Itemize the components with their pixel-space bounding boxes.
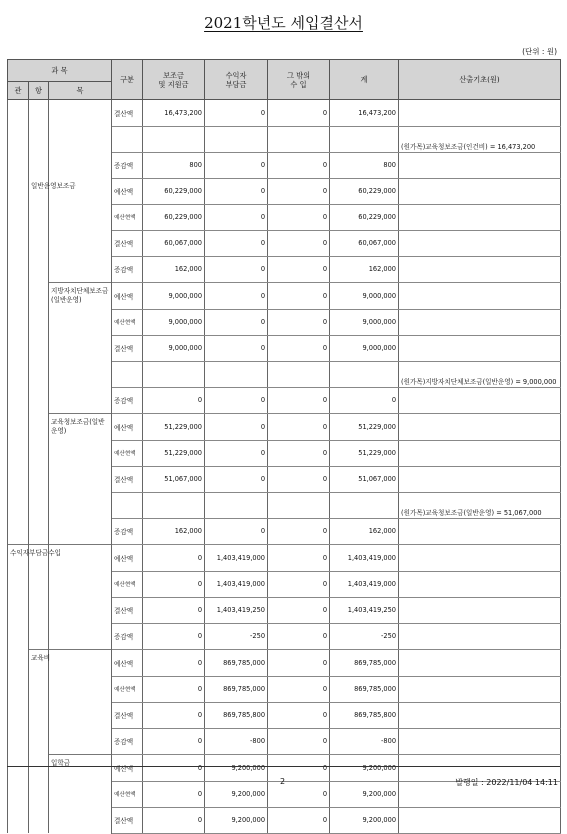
subsidy-cell: 60,067,000 <box>143 230 205 256</box>
gubun-cell: 증감액 <box>112 387 143 414</box>
total-cell: 9,200,000 <box>330 807 399 833</box>
subsidy-cell: 0 <box>143 702 205 728</box>
table-row <box>8 492 561 518</box>
gubun-cell: 결산액 <box>112 597 143 623</box>
issue-date: 발행일 : 2022/11/04 14:11 <box>455 778 558 787</box>
other-income-cell: 0 <box>268 466 330 492</box>
gubun-cell: 증감액 <box>112 728 143 755</box>
beneficiary-cell: 0 <box>205 178 268 204</box>
beneficiary-cell: 0 <box>205 440 268 466</box>
gubun-cell: 예산액 <box>112 755 143 782</box>
footer-divider <box>7 766 560 767</box>
basis-cell: (원가목)지방자치단체보조금(일반운영) = 9,000,000 <box>399 361 561 387</box>
document-title: 2021학년도 세입결산서 <box>204 14 363 32</box>
gubun-cell: 예산액 <box>112 283 143 310</box>
total-cell: 162,000 <box>330 256 399 283</box>
table-row <box>8 204 561 230</box>
beneficiary-cell: 1,403,419,000 <box>205 571 268 597</box>
header-gwan: 관 <box>8 82 29 100</box>
other-income-cell: 0 <box>268 545 330 572</box>
table-row <box>8 230 561 256</box>
gubun-cell: 예산현액 <box>112 204 143 230</box>
total-cell: 869,785,000 <box>330 676 399 702</box>
gubun-cell: 예산액 <box>112 545 143 572</box>
header-beneficiary: 수익자 부담금 <box>205 60 268 100</box>
beneficiary-cell: 0 <box>205 335 268 361</box>
total-cell: 9,200,000 <box>330 781 399 807</box>
beneficiary-cell: 0 <box>205 466 268 492</box>
other-income-cell: 0 <box>268 518 330 545</box>
mok-cell <box>49 100 112 127</box>
subsidy-cell: 60,229,000 <box>143 178 205 204</box>
gubun-cell: 예산액 <box>112 650 143 677</box>
subsidy-cell: 0 <box>143 571 205 597</box>
subsidy-cell: 51,229,000 <box>143 440 205 466</box>
other-income-cell: 0 <box>268 676 330 702</box>
subsidy-cell: 0 <box>143 728 205 755</box>
table-row <box>8 361 561 387</box>
beneficiary-cell: 1,403,419,000 <box>205 545 268 572</box>
other-income-cell: 0 <box>268 178 330 204</box>
subsidy-cell: 51,067,000 <box>143 466 205 492</box>
table-row <box>8 414 561 441</box>
beneficiary-cell: 0 <box>205 230 268 256</box>
total-cell: 51,229,000 <box>330 414 399 441</box>
gubun-cell: 결산액 <box>112 230 143 256</box>
unit-label: (단위 : 원) <box>522 47 557 56</box>
other-income-cell: 0 <box>268 781 330 807</box>
table-row <box>8 545 561 572</box>
gubun-cell: 예산현액 <box>112 781 143 807</box>
total-cell: -250 <box>330 623 399 650</box>
header-mok: 목 <box>49 82 112 100</box>
table-row <box>8 256 561 283</box>
gubun-cell: 증감액 <box>112 518 143 545</box>
mok-cell: 지방자치단체보조금(일반운영) <box>49 283 112 310</box>
subsidy-cell: 9,000,000 <box>143 335 205 361</box>
basis-cell <box>399 100 561 127</box>
beneficiary-cell: -250 <box>205 623 268 650</box>
subsidy-cell: 16,473,200 <box>143 100 205 127</box>
total-cell: 60,229,000 <box>330 204 399 230</box>
table-row <box>8 283 561 310</box>
total-cell: 16,473,200 <box>330 100 399 127</box>
subsidy-cell: 0 <box>143 807 205 833</box>
other-income-cell: 0 <box>268 728 330 755</box>
revenue-settlement-table <box>7 59 561 834</box>
table-row <box>8 152 561 178</box>
other-income-cell: 0 <box>268 283 330 310</box>
subsidy-cell: 9,000,000 <box>143 283 205 310</box>
total-cell: 869,785,000 <box>330 650 399 677</box>
total-cell: 9,200,000 <box>330 755 399 782</box>
other-income-cell: 0 <box>268 204 330 230</box>
hang-cell <box>29 650 49 677</box>
header-gwamok: 과 목 <box>8 60 112 82</box>
table-row <box>8 466 561 492</box>
subsidy-cell: 0 <box>143 545 205 572</box>
table-row <box>8 518 561 545</box>
total-cell: 51,067,000 <box>330 466 399 492</box>
gubun-cell: 예산현액 <box>112 440 143 466</box>
beneficiary-cell: -800 <box>205 728 268 755</box>
table-row <box>8 571 561 597</box>
table-row <box>8 623 561 650</box>
other-income-cell: 0 <box>268 623 330 650</box>
subsidy-cell: 0 <box>143 387 205 414</box>
other-income-cell: 0 <box>268 440 330 466</box>
other-income-cell: 0 <box>268 807 330 833</box>
hang-cell <box>29 100 49 127</box>
total-cell: 9,000,000 <box>330 335 399 361</box>
gubun-cell: 증감액 <box>112 152 143 178</box>
header-gubun: 구분 <box>112 60 143 100</box>
table-row <box>8 126 561 152</box>
total-cell: 51,229,000 <box>330 440 399 466</box>
subsidy-cell: 0 <box>143 676 205 702</box>
beneficiary-cell: 869,785,000 <box>205 650 268 677</box>
gubun-cell: 결산액 <box>112 100 143 127</box>
other-income-cell: 0 <box>268 309 330 335</box>
total-cell: 9,000,000 <box>330 309 399 335</box>
table-row <box>8 440 561 466</box>
subsidy-cell: 60,229,000 <box>143 204 205 230</box>
total-cell: 9,000,000 <box>330 283 399 310</box>
beneficiary-cell: 0 <box>205 204 268 230</box>
beneficiary-cell: 9,200,000 <box>205 755 268 782</box>
total-cell: 0 <box>330 387 399 414</box>
total-cell: -800 <box>330 728 399 755</box>
gwan-cell <box>8 545 61 572</box>
subsidy-cell: 0 <box>143 623 205 650</box>
beneficiary-cell: 869,785,000 <box>205 676 268 702</box>
table-row <box>8 807 561 833</box>
other-income-cell: 0 <box>268 597 330 623</box>
other-income-cell: 0 <box>268 100 330 127</box>
gubun-cell: 증감액 <box>112 256 143 283</box>
beneficiary-cell: 0 <box>205 414 268 441</box>
table-row <box>8 597 561 623</box>
gubun-cell: 예산현액 <box>112 676 143 702</box>
other-income-cell: 0 <box>268 387 330 414</box>
beneficiary-cell: 0 <box>205 283 268 310</box>
other-income-cell: 0 <box>268 335 330 361</box>
table-row <box>8 702 561 728</box>
subsidy-cell: 162,000 <box>143 256 205 283</box>
header-basis: 산출기초(원) <box>399 60 561 100</box>
subsidy-cell: 0 <box>143 650 205 677</box>
other-income-cell: 0 <box>268 256 330 283</box>
subsidy-cell: 0 <box>143 755 205 782</box>
beneficiary-cell: 0 <box>205 387 268 414</box>
gubun-cell: 결산액 <box>112 702 143 728</box>
mok-cell: 입학금 <box>49 755 112 782</box>
gubun-cell: 결산액 <box>112 335 143 361</box>
table-row <box>8 650 561 677</box>
gubun-cell: 결산액 <box>112 807 143 833</box>
total-cell: 162,000 <box>330 518 399 545</box>
total-cell: 1,403,419,250 <box>330 597 399 623</box>
other-income-cell: 0 <box>268 650 330 677</box>
page-number: 2 <box>280 777 286 786</box>
gubun-cell: 결산액 <box>112 466 143 492</box>
basis-cell: (원가목)교육청보조금(일반운영) = 51,067,000 <box>399 492 561 518</box>
subsidy-cell: 9,000,000 <box>143 309 205 335</box>
total-cell: 800 <box>330 152 399 178</box>
beneficiary-cell: 0 <box>205 100 268 127</box>
other-income-cell: 0 <box>268 414 330 441</box>
other-income-cell: 0 <box>268 230 330 256</box>
other-income-cell: 0 <box>268 152 330 178</box>
hang-label: 일반운영보조금 <box>31 182 76 190</box>
beneficiary-cell: 1,403,419,250 <box>205 597 268 623</box>
hang-cell <box>29 178 76 204</box>
table-row <box>8 309 561 335</box>
gubun-cell: 예산액 <box>112 414 143 441</box>
beneficiary-cell: 0 <box>205 152 268 178</box>
gwan-label: 수익자부담금수입 <box>10 549 61 557</box>
other-income-cell: 0 <box>268 755 330 782</box>
total-cell: 60,067,000 <box>330 230 399 256</box>
subsidy-cell: 51,229,000 <box>143 414 205 441</box>
table-row <box>8 676 561 702</box>
subsidy-cell: 0 <box>143 781 205 807</box>
subsidy-cell: 0 <box>143 597 205 623</box>
header-total: 계 <box>330 60 399 100</box>
total-cell: 1,403,419,000 <box>330 545 399 572</box>
header-subsidy: 보조금 및 지원금 <box>143 60 205 100</box>
header-hang: 항 <box>29 82 49 100</box>
gubun-cell: 예산현액 <box>112 571 143 597</box>
other-income-cell: 0 <box>268 571 330 597</box>
beneficiary-cell: 869,785,800 <box>205 702 268 728</box>
beneficiary-cell: 9,200,000 <box>205 807 268 833</box>
mok-cell: 교육청보조금(일반운영) <box>49 414 112 441</box>
other-income-cell: 0 <box>268 702 330 728</box>
subsidy-cell: 800 <box>143 152 205 178</box>
total-cell: 869,785,800 <box>330 702 399 728</box>
gubun-cell: 예산액 <box>112 178 143 204</box>
table-row <box>8 387 561 414</box>
gubun-cell: 증감액 <box>112 623 143 650</box>
header-other-income: 그 밖의 수 입 <box>268 60 330 100</box>
total-cell: 1,403,419,000 <box>330 571 399 597</box>
beneficiary-cell: 0 <box>205 518 268 545</box>
table-row <box>8 335 561 361</box>
gwan-cell <box>8 100 29 127</box>
table-row <box>8 728 561 755</box>
beneficiary-cell: 9,200,000 <box>205 781 268 807</box>
table-row <box>8 100 561 127</box>
table-row <box>8 178 561 204</box>
beneficiary-cell: 0 <box>205 256 268 283</box>
total-cell: 60,229,000 <box>330 178 399 204</box>
gubun-cell: 예산현액 <box>112 309 143 335</box>
hang-label: 교육비 <box>31 654 51 662</box>
beneficiary-cell: 0 <box>205 309 268 335</box>
subsidy-cell: 162,000 <box>143 518 205 545</box>
basis-cell: (원가목)교육청보조금(인건비) = 16,473,200 <box>399 126 561 152</box>
